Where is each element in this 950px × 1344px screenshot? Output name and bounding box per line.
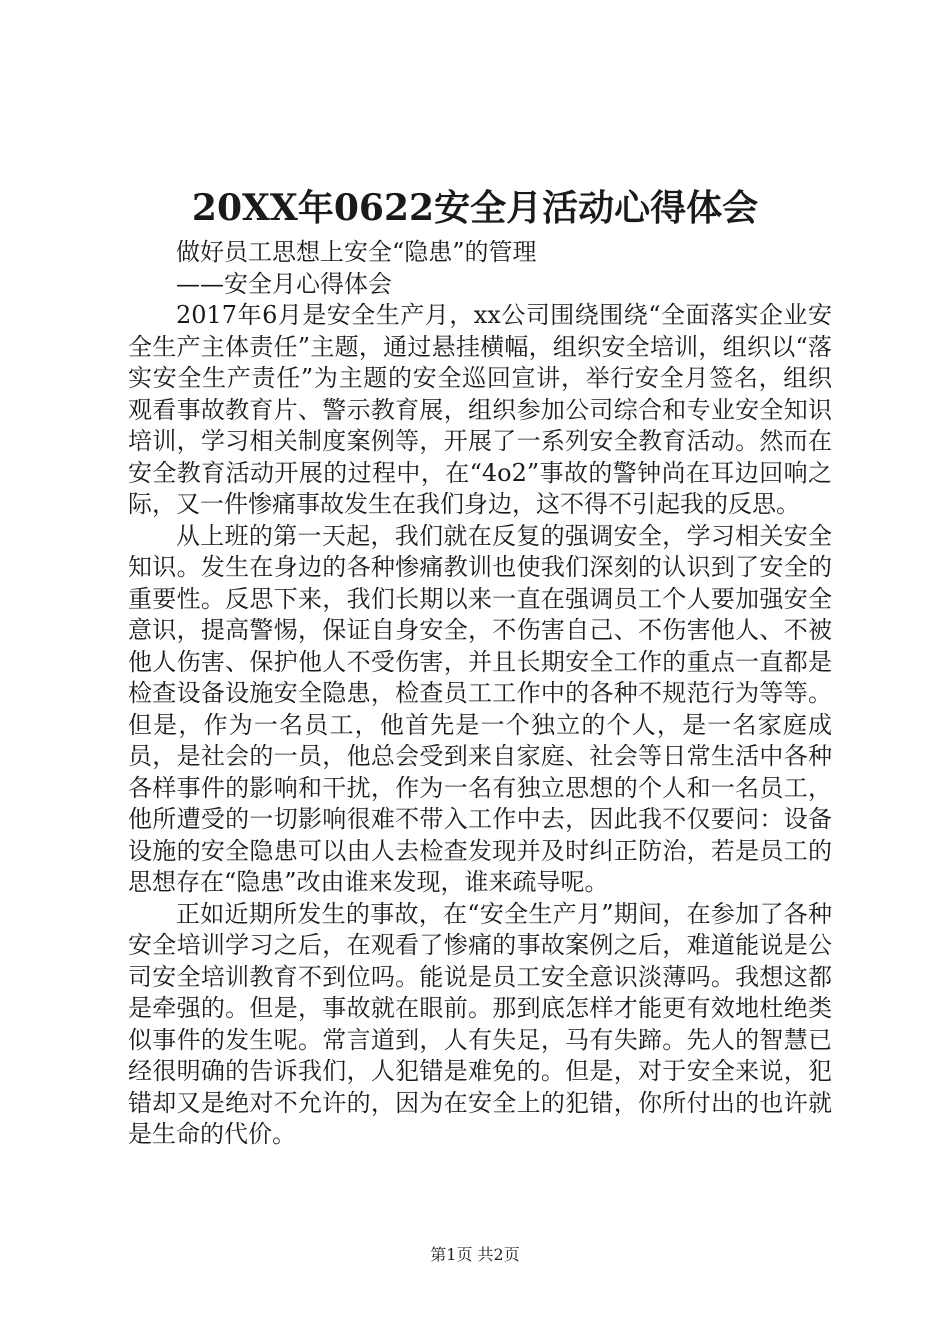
document-body [128,237,832,1151]
document-byline: ——安全月心得体会 [176,269,392,298]
paragraph-2: 从上班的第一天起，我们就在反复的强调安全，学习相关安全知识。发生在身边的各种惨痛教训也使我们深刻的认识到了安全的重要性。反思下来，我们长期以来一直在强调员工个人要加强安全意识，提高警惕，保证自身安全，不伤害自己、不伤害他人、不被他人伤害、保护他人不受伤害，并且长期安全工作的重点一直都是检查设备设施安全隐患，检查员工工作中的各种不规范行为等等。但是，作为一名员工，他首先是一个独立的个人，是一名家庭成员，是社会的一员，他总会受到来自家庭、社会等日常生活中各种各样事件的影响和干扰，作为一名有独立思想的个人和一名员工，他所遭受的一切影响很难不带入工作中去，因此我不仅要问：设备设施的安全隐患可以由人去检查发现并及时纠正防治，若是员工的思想存在“隐患”改由谁来发现，谁来疏导呢。 [128,521,832,896]
page-number-footer: 第1页 共2页 [430,1245,520,1264]
paragraph-1: 2017年6月是安全生产月，xx公司围绕围绕“全面落实企业安全生产主体责任”主题，通过悬挂横幅，组织安全培训，组织以“落实安全生产责任”为主题的安全巡回宣讲，举行安全月签名，组织观看事故教育片、警示教育展，组织参加公司综合和专业安全知识培训，学习相关制度案例等，开展了一系列安全教育活动。然而在安全教育活动开展的过程中，在“4o2”事故的警钟尚在耳边回响之际，又一件惨痛事故发生在我们身边，这不得不引起我的反思。 [128,301,832,518]
document-title: 20XX年0622安全月活动心得体会 [191,187,759,229]
paragraph-3: 正如近期所发生的事故，在“安全生产月”期间，在参加了各种安全培训学习之后，在观看了惨痛的事故案例之后，难道能说是公司安全培训教育不到位吗。能说是员工安全意识淡薄吗。我想这都是牵强的。但是，事故就在眼前。那到底怎样才能更有效地杜绝类似事件的发生呢。常言道到，人有失足，马有失蹄。先人的智慧已经很明确的告诉我们，人犯错是难免的。但是，对于安全来说，犯错却又是绝对不允许的，因为在安全上的犯错，你所付出的也许就是生命的代价。 [128,899,832,1148]
document-subtitle: 做好员工思想上安全“隐患”的管理 [176,238,537,266]
